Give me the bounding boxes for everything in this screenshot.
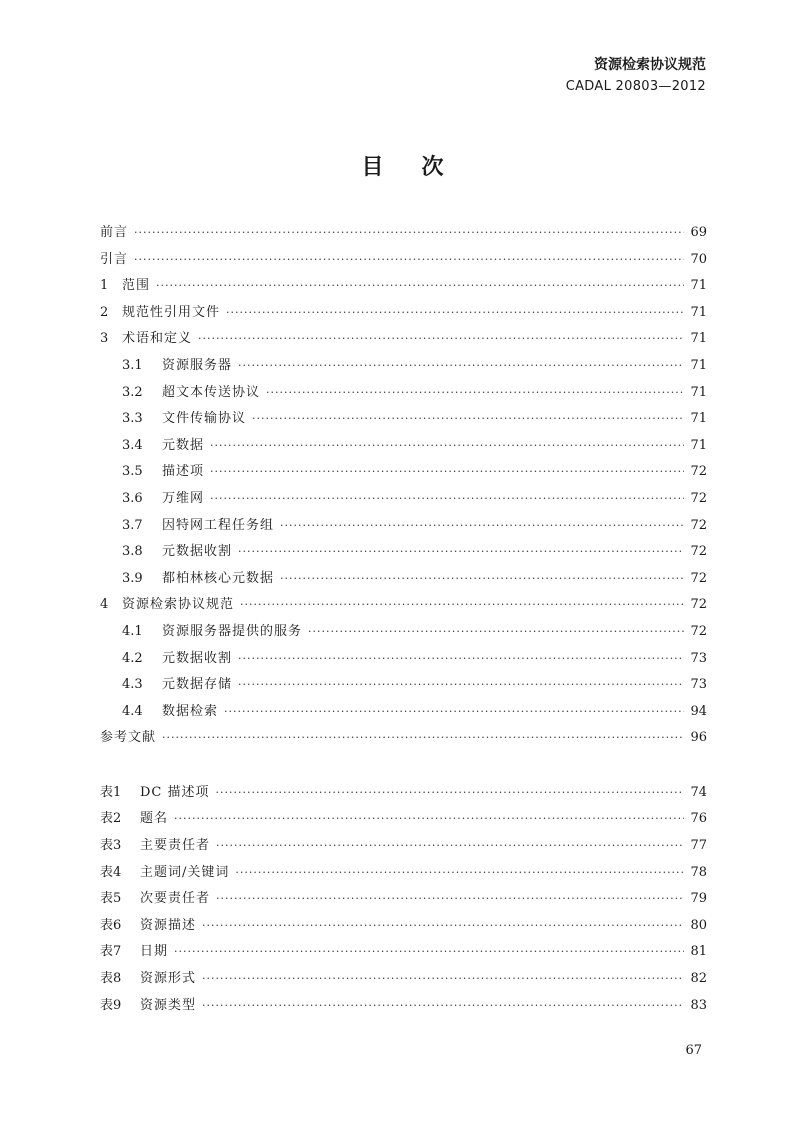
- toc-entry-page: 72: [690, 490, 707, 506]
- toc-entry-number: 3.9: [122, 570, 143, 586]
- toc-entry-number: 表6: [100, 917, 122, 933]
- toc-entry-page: 94: [690, 703, 707, 719]
- toc-entry[interactable]: [100, 646, 707, 673]
- toc-entry-title: 因特网工程任务组: [162, 517, 275, 533]
- toc-table-entry[interactable]: [100, 806, 707, 833]
- toc-entry-title: 元数据: [162, 437, 205, 453]
- toc-entry[interactable]: [100, 619, 707, 646]
- dot-leader: [202, 966, 684, 993]
- toc-entry-title: 前言: [100, 225, 129, 240]
- toc-entry-title: 参考文献: [100, 730, 157, 746]
- toc-entry[interactable]: [100, 592, 707, 619]
- toc-table-entry[interactable]: [100, 886, 707, 913]
- toc-table-entry[interactable]: [100, 780, 707, 807]
- toc-entry-title: 元数据收割: [162, 650, 233, 666]
- running-header-code: CADAL 20803—2012: [565, 79, 706, 94]
- dot-leader: [235, 860, 684, 887]
- toc-entry-page: 77: [690, 838, 707, 854]
- toc-entry-title: 范围: [122, 278, 151, 294]
- toc-entry-number: 4: [100, 597, 109, 613]
- toc-entry-title: 术语和定义: [122, 331, 193, 347]
- toc-entry-number: 3: [100, 331, 109, 347]
- toc-table-entry[interactable]: [100, 860, 707, 887]
- toc-entry-title: 资源服务器: [162, 357, 233, 373]
- toc-entry-number: 3.3: [122, 411, 143, 427]
- toc-entry-title: 题名: [140, 811, 169, 827]
- toc-entry[interactable]: [100, 220, 707, 247]
- dot-leader: [238, 353, 684, 380]
- toc-entry-number: 表3: [100, 838, 122, 854]
- toc-entry-title: 次要责任者: [140, 891, 211, 907]
- toc-sections: [100, 220, 707, 752]
- toc-entry-title: 主要责任者: [140, 838, 211, 854]
- dot-leader: [238, 539, 684, 566]
- toc-entry-title: 资源形式: [140, 971, 197, 987]
- toc-entry-page: 96: [690, 730, 707, 746]
- toc-entry[interactable]: [100, 725, 707, 752]
- dot-leader: [134, 247, 684, 274]
- dot-leader: [280, 513, 684, 540]
- dot-leader: [238, 646, 684, 673]
- dot-leader: [210, 459, 684, 486]
- toc-entry-page: 71: [690, 304, 707, 320]
- toc-entry-page: 82: [690, 971, 707, 987]
- toc-entry[interactable]: [100, 300, 707, 327]
- toc-entry-title: 超文本传送协议: [162, 384, 261, 400]
- toc-entry-title: 资源服务器提供的服务: [162, 623, 303, 639]
- toc-tables-list: [100, 780, 707, 1019]
- toc-entry-page: 74: [690, 784, 707, 800]
- toc-entry-title: 描述项: [162, 464, 205, 480]
- toc-entry-title: 数据检索: [162, 703, 219, 719]
- toc-entry-page: 73: [690, 677, 707, 693]
- toc-entry[interactable]: [100, 406, 707, 433]
- toc-entry-page: 72: [690, 544, 707, 560]
- toc-entry-number: 表8: [100, 971, 122, 987]
- toc-entry-page: 81: [690, 944, 707, 960]
- toc-gap: [100, 752, 707, 780]
- toc-entry-page: 71: [690, 331, 707, 347]
- page-number: 67: [685, 1043, 702, 1058]
- toc-entry-number: 表5: [100, 891, 122, 907]
- toc-entry-page: 83: [690, 997, 707, 1013]
- toc-entry-number: 表4: [100, 864, 122, 880]
- dot-leader: [174, 806, 684, 833]
- toc-entry-number: 4.1: [122, 623, 143, 639]
- toc-entry[interactable]: [100, 273, 707, 300]
- toc-entry-number: 表9: [100, 997, 122, 1013]
- toc-entry-title: 资源描述: [140, 917, 197, 933]
- dot-leader: [216, 886, 684, 913]
- dot-leader: [226, 300, 684, 327]
- toc-entry-page: 71: [690, 411, 707, 427]
- toc-entry-page: 72: [690, 517, 707, 533]
- toc-table-entry[interactable]: [100, 913, 707, 940]
- toc-entry-number: 3.6: [122, 490, 143, 506]
- toc-entry[interactable]: [100, 326, 707, 353]
- toc-entry-title: 引言: [100, 251, 129, 267]
- toc-entry-title: 都柏林核心元数据: [162, 570, 275, 586]
- toc-entry-number: 3.7: [122, 517, 143, 533]
- dot-leader: [252, 406, 684, 433]
- toc-table-entry[interactable]: [100, 939, 707, 966]
- toc-entry-page: 79: [690, 891, 707, 907]
- toc-table-entry[interactable]: [100, 966, 707, 993]
- toc-entry-number: 3.8: [122, 544, 143, 560]
- dot-leader: [210, 486, 684, 513]
- toc-entry-number: 表7: [100, 944, 122, 960]
- toc-entry[interactable]: [100, 247, 707, 274]
- toc-entry-title: 主题词/关键词: [140, 864, 230, 880]
- running-header-title: 资源检索协议规范: [594, 57, 706, 73]
- toc-entry-number: 4.4: [122, 703, 143, 719]
- toc-entry-page: 72: [690, 570, 707, 586]
- toc-entry-page: 80: [690, 917, 707, 933]
- toc-entry[interactable]: [100, 486, 707, 513]
- toc-entry-title: 元数据存储: [162, 677, 233, 693]
- toc-entry[interactable]: [100, 353, 707, 380]
- toc-entry-page: 72: [690, 464, 707, 480]
- toc-entry-title: DC 描述项: [140, 784, 210, 800]
- dot-leader: [210, 433, 684, 460]
- toc-entry-title: 元数据收割: [162, 544, 233, 560]
- toc-entry-page: 70: [690, 251, 707, 267]
- toc-entry[interactable]: [100, 380, 707, 407]
- toc-entry-page: 73: [690, 650, 707, 666]
- toc-entry-page: 71: [690, 278, 707, 294]
- toc-entry-page: 76: [690, 811, 707, 827]
- toc-entry-title: 资源检索协议规范: [122, 597, 235, 613]
- toc-entry-number: 3.2: [122, 384, 143, 400]
- toc-entry[interactable]: [100, 566, 707, 593]
- dot-leader: [308, 619, 684, 646]
- toc-entry-number: 表2: [100, 811, 122, 827]
- toc-entry[interactable]: [100, 513, 707, 540]
- dot-leader: [266, 380, 684, 407]
- dot-leader: [202, 993, 684, 1020]
- toc-entry-page: 72: [690, 623, 707, 639]
- toc-entry[interactable]: [100, 433, 707, 460]
- dot-leader: [224, 699, 684, 726]
- toc-entry-page: 78: [690, 864, 707, 880]
- toc-entry-number: 表1: [100, 784, 122, 800]
- toc-entry-page: 72: [690, 597, 707, 613]
- toc-entry-page: 71: [690, 357, 707, 373]
- dot-leader: [240, 592, 684, 619]
- toc-entry-title: 资源类型: [140, 997, 197, 1013]
- toc-entry-title: 规范性引用文件: [122, 304, 221, 320]
- toc-entry[interactable]: [100, 539, 707, 566]
- toc-entry-number: 2: [100, 304, 109, 320]
- toc-entry-title: 文件传输协议: [162, 411, 247, 427]
- toc-entry[interactable]: [100, 672, 707, 699]
- dot-leader: [134, 220, 684, 247]
- dot-leader: [198, 326, 684, 353]
- toc-entry-page: 71: [690, 384, 707, 400]
- toc-entry-number: 3.4: [122, 437, 143, 453]
- toc-entry-title: 日期: [140, 944, 169, 960]
- dot-leader: [162, 725, 684, 752]
- page-title: 目次: [361, 155, 482, 180]
- toc-entry-number: 3.1: [122, 357, 143, 373]
- dot-leader: [216, 780, 685, 807]
- dot-leader: [202, 913, 684, 940]
- toc-entry-page: 71: [690, 437, 707, 453]
- dot-leader: [280, 566, 684, 593]
- toc-entry-number: 1: [100, 278, 109, 294]
- toc-entry[interactable]: [100, 459, 707, 486]
- dot-leader: [174, 939, 684, 966]
- toc-table-entry[interactable]: [100, 993, 707, 1020]
- toc-entry-number: 3.5: [122, 464, 143, 480]
- toc-entry-number: 4.3: [122, 677, 143, 693]
- table-of-contents: [100, 220, 707, 1019]
- toc-entry[interactable]: [100, 699, 707, 726]
- toc-entry-number: 4.2: [122, 650, 143, 666]
- dot-leader: [216, 833, 684, 860]
- dot-leader: [238, 672, 684, 699]
- dot-leader: [156, 273, 684, 300]
- toc-entry-page: 69: [690, 225, 707, 240]
- toc-table-entry[interactable]: [100, 833, 707, 860]
- toc-entry-title: 万维网: [162, 490, 205, 506]
